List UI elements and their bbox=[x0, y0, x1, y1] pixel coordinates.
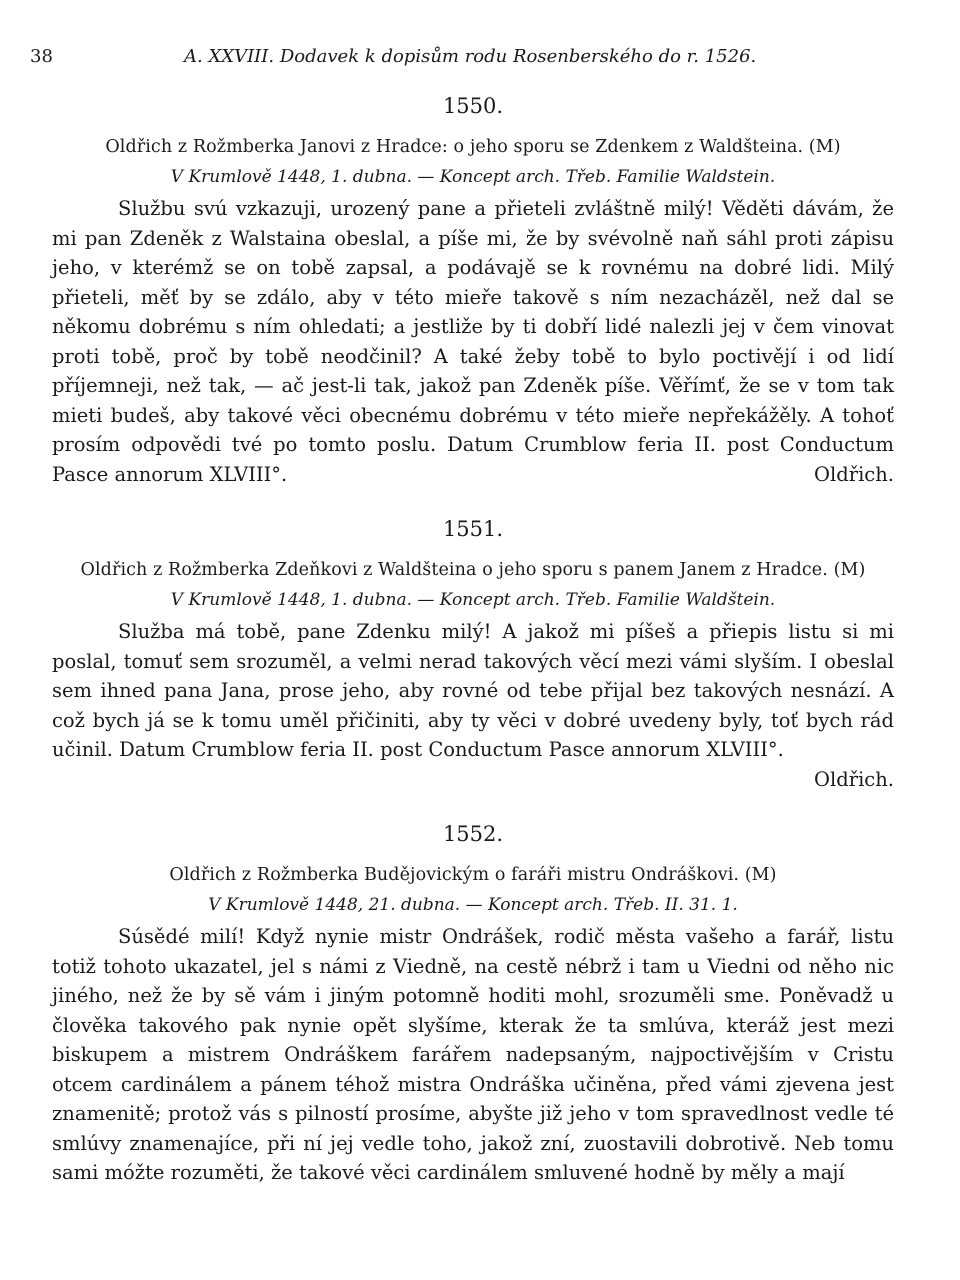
letter-source: V Krumlově 1448, 21. dubna. — Koncept arch. Třeb. II. 31. 1. bbox=[208, 895, 738, 915]
running-header bbox=[30, 40, 894, 76]
letter-body bbox=[52, 194, 894, 489]
letter-heading: Oldřich z Rožmberka Zdeňkovi z Waldšteina o jeho sporu s panem Janem z Hradce. (M) bbox=[80, 560, 866, 580]
letter-1551 bbox=[52, 515, 894, 794]
letter-source: V Krumlově 1448, 1. dubna. — Koncept arch. Třeb. Familie Waldštein. bbox=[170, 590, 776, 610]
letter-heading: Oldřich z Rožmberka Budějovickým o faráři mistru Ondráškovi. (M) bbox=[169, 865, 777, 885]
letter-signature: Oldřich. bbox=[814, 462, 894, 486]
letter-source: V Krumlově 1448, 1. dubna. — Koncept arch. Třeb. Familie Waldstein. bbox=[170, 167, 776, 187]
page-number: 38 bbox=[30, 46, 53, 67]
letter-body: Služba má tobě, pane Zdenku milý! A jakož mi píšeš a přiepis listu si mi poslal, tomuť sem srozuměl, a velmi nerad takových věcí mezi vámi slyším. I obeslal sem ihned pana Jana, prose jeho, aby rovné od tebe přijal bez takových nesnází. A což bych já se k tomu uměl přičiniti, aby ty věci v dobré uvedeny byly, toť bych rád učinil. Datum Crumblow feria II. post Conductum Pasce annorum XLVIII°. bbox=[52, 620, 894, 761]
letter-number: 1551. bbox=[442, 517, 504, 541]
letter-1550 bbox=[52, 92, 894, 489]
running-title: A. XXVIII. Dodavek k dopisům rodu Rosenberského do r. 1526. bbox=[184, 46, 757, 67]
letter-number: 1552. bbox=[442, 822, 504, 846]
letter-body: Súsědé milí! Když nynie mistr Ondrášek, rodič města vašeho a farář, listu totiž tohoto ukazatel, jel s námi z Viedně, na cestě nébrž i tam u Viedni od něho nic jiného, než že by sě vám i jiným potomně hoditi mohl, srozuměli sme. Poněvadž u člověka takového pak nynie opět slyšíme, kterak že ta smlúva, kteráž jest mezi biskupem a mistrem Ondráškem farářem nadepsaným, najpoctivějším v Cristu otcem cardinálem a pánem téhož mistra Ondráška učiněna, před vámi zjevena jest znamenitě; protož vás s pilností prosíme, abyšte již jeho v tom spravedlnost vedle té smlúvy znamenajíce, při ní jej vedle toho, jakož zní, zuostavili dobrotivě. Neb tomu sami móžte rozuměti, že takové věci cardinálem smluvené hodně by měly a mají bbox=[52, 925, 894, 1184]
letter-heading: Oldřich z Rožmberka Janovi z Hradce: o jeho sporu se Zdenkem z Waldšteina. (M) bbox=[105, 137, 841, 157]
letter-number: 1550. bbox=[442, 94, 504, 118]
letter-1552 bbox=[52, 820, 894, 1188]
letter-signature: Oldřich. bbox=[814, 767, 894, 791]
letter-body-text: Službu svú vzkazuji, urozený pane a přieteli zvláštně milý! Věděti dávám, že mi pan Zdeněk z Walstaina obeslal, a píše mi, že by svévolně naň sáhl proti zápisu jeho, v kterémž se on tobě zapsal, a podávajě se k rovnému na dobré lidi. Milý přieteli, měť by se zdálo, aby v této mieře takově s ním nezacházěl, než dal se někomu dobrému s ním ohledati; a jestliže by ti dobří lidé nalezli jej v čem vinovat proti tobě, proč by tobě neodčinil? A také žeby tobě to bylo poctivějí i od lidí příjemneji, než tak, — ač jest-li tak, jakož pan Zdeněk píše. Věřímť, že se v tom tak mieti budeš, aby takové věci obecnému dobrému v této mieře nepřekážěly. A tohoť prosím odpovědi tvé po tomto poslu. Datum Crumblow feria II. post Conductum Pasce annorum XLVIII°. bbox=[52, 197, 894, 486]
